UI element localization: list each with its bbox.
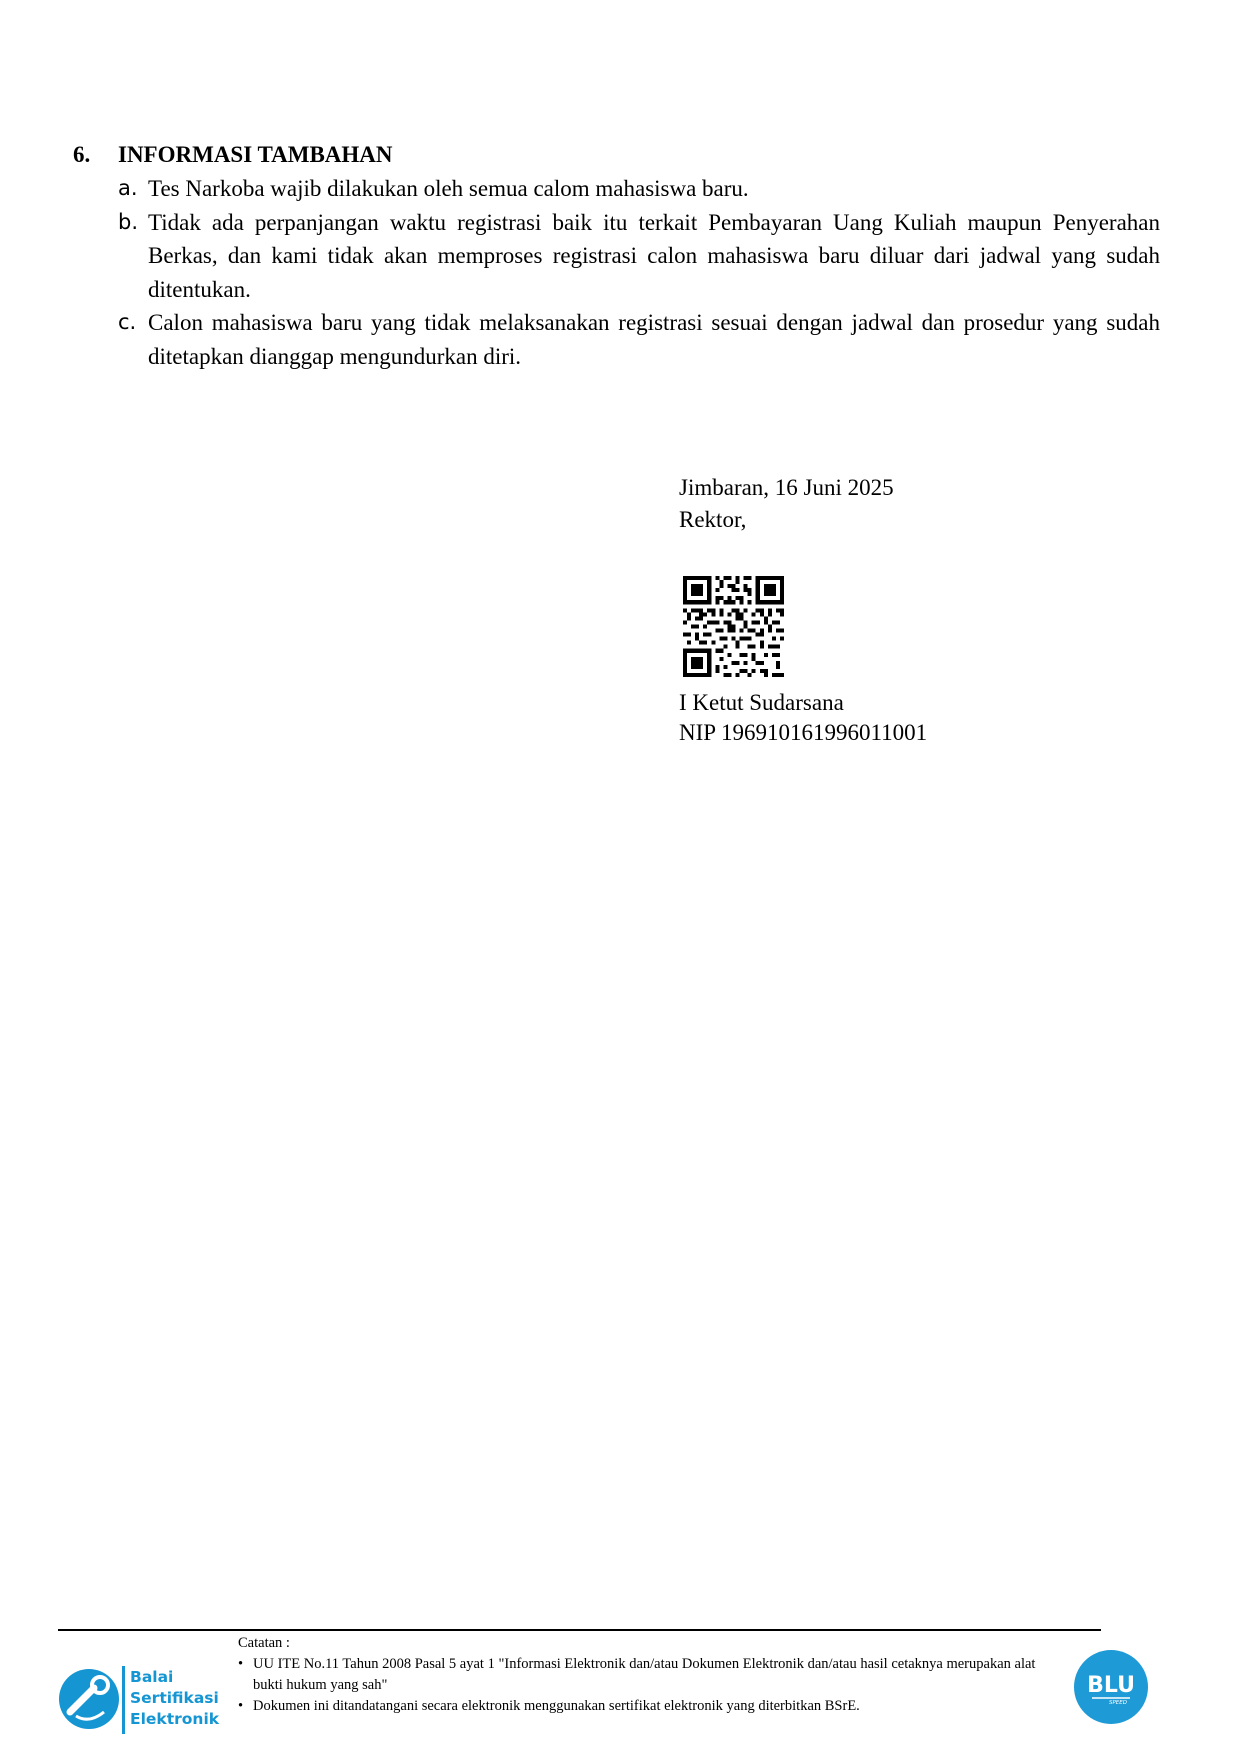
blu-speed-logo xyxy=(1074,1650,1148,1724)
bsre-logo xyxy=(58,1666,228,1736)
qr-code-icon xyxy=(683,576,784,677)
svg-text:SPEED: SPEED xyxy=(1109,1700,1127,1706)
list-marker: c. xyxy=(118,310,137,334)
note-item: • Dokumen ini ditandatangani secara elektronik menggunakan sertifikat elektronik yang diterbitkan BSrE. xyxy=(238,1696,1068,1717)
signer-nip: NIP 196910161996011001 xyxy=(679,720,928,745)
info-list xyxy=(118,172,1160,373)
section-heading xyxy=(73,140,393,170)
bsre-divider xyxy=(122,1666,125,1734)
list-marker: b. xyxy=(118,209,139,234)
signer-name: I Ketut Sudarsana xyxy=(679,690,844,715)
list-item-text: Tes Narkoba wajib dilakukan oleh semua calom mahasiswa baru. xyxy=(148,176,749,201)
place-date: Jimbaran, 16 Juni 2025 xyxy=(679,475,894,500)
list-item xyxy=(118,206,1160,307)
note-item: • UU ITE No.11 Tahun 2008 Pasal 5 ayat 1 "Informasi Elektronik dan/atau Dokumen Elektronik dan/atau hasil cetaknya merupakan alat bukti hukum yang sah" xyxy=(238,1654,1068,1696)
signer-block xyxy=(679,688,927,748)
footer-divider xyxy=(58,1629,1101,1631)
bsre-wordmark: Balai Sertifikasi Elektronik xyxy=(130,1668,220,1728)
bsre-emblem-icon xyxy=(58,1668,120,1730)
list-item xyxy=(118,172,1160,206)
footer-notes xyxy=(238,1633,1068,1717)
list-item xyxy=(118,306,1160,373)
section-number: 6. xyxy=(73,142,91,167)
notes-label: Catatan : xyxy=(238,1635,290,1651)
notes-list xyxy=(238,1654,1068,1717)
signature-block xyxy=(679,472,894,536)
signer-position: Rektor, xyxy=(679,507,747,532)
list-marker: a. xyxy=(118,176,138,200)
list-item-text: Tidak ada perpanjangan waktu registrasi baik itu terkait Pembayaran Uang Kuliah maupun Penyerahan Berkas, dan kami tidak akan memproses registrasi calon mahasiswa baru diluar dari jadwal yang sudah ditentukan. xyxy=(148,209,1160,302)
list-item-text: Calon mahasiswa baru yang tidak melaksanakan registrasi sesuai dengan jadwal dan prosedur yang sudah ditetapkan dianggap mengundurkan diri. xyxy=(148,310,1160,369)
svg-text:BLU: BLU xyxy=(1087,1673,1135,1698)
section-title: INFORMASI TAMBAHAN xyxy=(118,142,393,167)
